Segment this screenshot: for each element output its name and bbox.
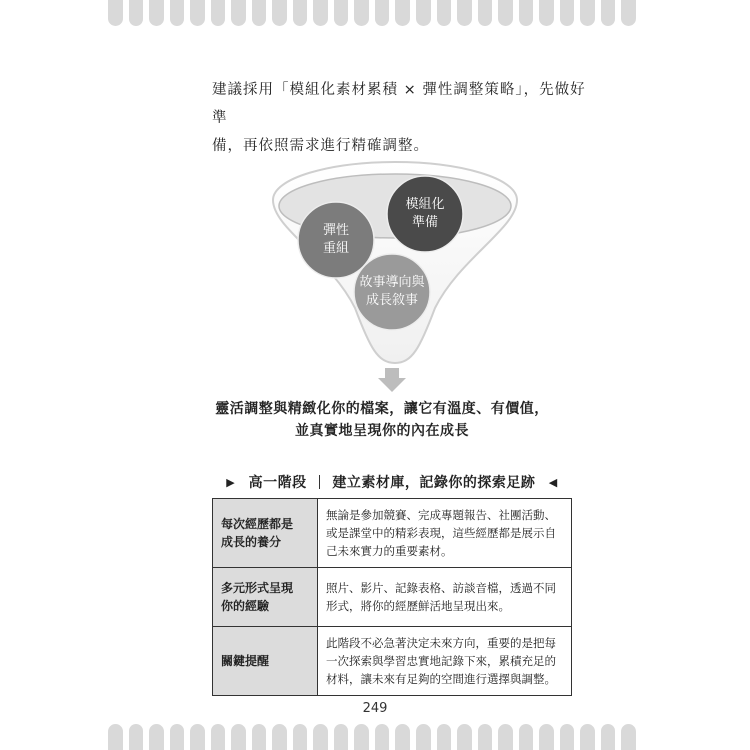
- stripe-tab: [395, 724, 410, 750]
- stripe-tab: [170, 724, 185, 750]
- intro-paragraph: [212, 76, 592, 160]
- row-key: 每次經歷都是 成長的養分: [213, 499, 318, 568]
- stripe-tab: [375, 724, 390, 750]
- stripe-tab: [211, 0, 226, 26]
- stripe-tab: [272, 724, 287, 750]
- stripe-tab: [149, 0, 164, 26]
- intro-line-1: 建議採用「模組化素材累積 × 彈性調整策略」，先做好準: [212, 82, 586, 126]
- stripe-tab: [580, 724, 595, 750]
- funnel-shape: [270, 158, 520, 378]
- stripe-tab: [416, 0, 431, 26]
- row-key: 關鍵提醒: [213, 627, 318, 696]
- stripe-tab: [334, 724, 349, 750]
- bottom-stripe-border: [108, 724, 642, 750]
- stripe-tab: [211, 724, 226, 750]
- stripe-tab: [498, 724, 513, 750]
- row-value: 此階段不必急著決定未來方向，重要的是把每一次探索與學習忠實地記錄下來，累積充足的材料，讓未來有足夠的空間進行選擇與調整。: [318, 627, 572, 696]
- stripe-tab: [231, 724, 246, 750]
- triangle-right-icon: ▶: [226, 476, 236, 489]
- stripe-tab: [190, 724, 205, 750]
- row-value: 無論是參加競賽、完成專題報告、社團活動、或是課堂中的精彩表現，這些經歷都是展示自己未來實力的重要素材。: [318, 499, 572, 568]
- page-number: 249: [362, 701, 388, 716]
- stripe-tab: [375, 0, 390, 26]
- section-subtitle: 建立素材庫，記錄你的探索足跡: [332, 475, 536, 491]
- section-stage: 高一階段: [248, 475, 307, 491]
- stripe-tab: [190, 0, 205, 26]
- top-stripe-border: [108, 0, 642, 26]
- stripe-tab: [416, 724, 431, 750]
- stripe-tab: [129, 724, 144, 750]
- row-key: 多元形式呈現 你的經驗: [213, 568, 318, 627]
- stripe-tab: [313, 0, 328, 26]
- stripe-tab: [580, 0, 595, 26]
- stripe-tab: [621, 0, 636, 26]
- funnel-diagram: [270, 158, 520, 378]
- summary-text: [212, 398, 552, 442]
- stripe-tab: [539, 724, 554, 750]
- stripe-tab: [293, 0, 308, 26]
- stripe-tab: [354, 724, 369, 750]
- stripe-tab: [108, 724, 123, 750]
- table-row: [213, 568, 572, 627]
- stripe-tab: [252, 0, 267, 26]
- table-row: [213, 627, 572, 696]
- stripe-tab: [437, 724, 452, 750]
- label-modular-prep: 模組化 準備: [405, 197, 445, 230]
- label-story-growth: 故事導向與 成長敘事: [359, 275, 425, 308]
- stripe-tab: [313, 724, 328, 750]
- arrow-down-icon: [378, 368, 406, 392]
- stripe-tab: [539, 0, 554, 26]
- stripe-tab: [334, 0, 349, 26]
- stripe-tab: [108, 0, 123, 26]
- stripe-tab: [498, 0, 513, 26]
- stripe-tab: [354, 0, 369, 26]
- stripe-tab: [272, 0, 287, 26]
- section-divider: [319, 475, 320, 489]
- stripe-tab: [560, 0, 575, 26]
- stripe-tab: [478, 0, 493, 26]
- stripe-tab: [601, 724, 616, 750]
- table-row: [213, 499, 572, 568]
- label-flexible-regroup: 彈性 重組: [322, 223, 349, 256]
- intro-line-2: 備，再依照需求進行精確調整。: [212, 138, 429, 154]
- stripe-tab: [437, 0, 452, 26]
- stripe-tab: [560, 724, 575, 750]
- stripe-tab: [252, 724, 267, 750]
- summary-line-2: 並真實地呈現你的內在成長: [295, 423, 469, 439]
- section-heading: [212, 472, 572, 492]
- stripe-tab: [231, 0, 246, 26]
- summary-line-1: 靈活調整與精緻化你的檔案，讓它有溫度、有價值，: [215, 401, 549, 417]
- stripe-tab: [395, 0, 410, 26]
- stripe-tab: [129, 0, 144, 26]
- stripe-tab: [519, 0, 534, 26]
- stripe-tab: [621, 724, 636, 750]
- triangle-left-icon: ◀: [548, 476, 558, 489]
- stripe-tab: [457, 724, 472, 750]
- row-value: 照片、影片、記錄表格、訪談音檔，透過不同形式，將你的經歷鮮活地呈現出來。: [318, 568, 572, 627]
- stripe-tab: [478, 724, 493, 750]
- stripe-tab: [170, 0, 185, 26]
- stripe-tab: [149, 724, 164, 750]
- stripe-tab: [601, 0, 616, 26]
- stripe-tab: [293, 724, 308, 750]
- stripe-tab: [519, 724, 534, 750]
- info-table: [212, 498, 572, 696]
- stripe-tab: [457, 0, 472, 26]
